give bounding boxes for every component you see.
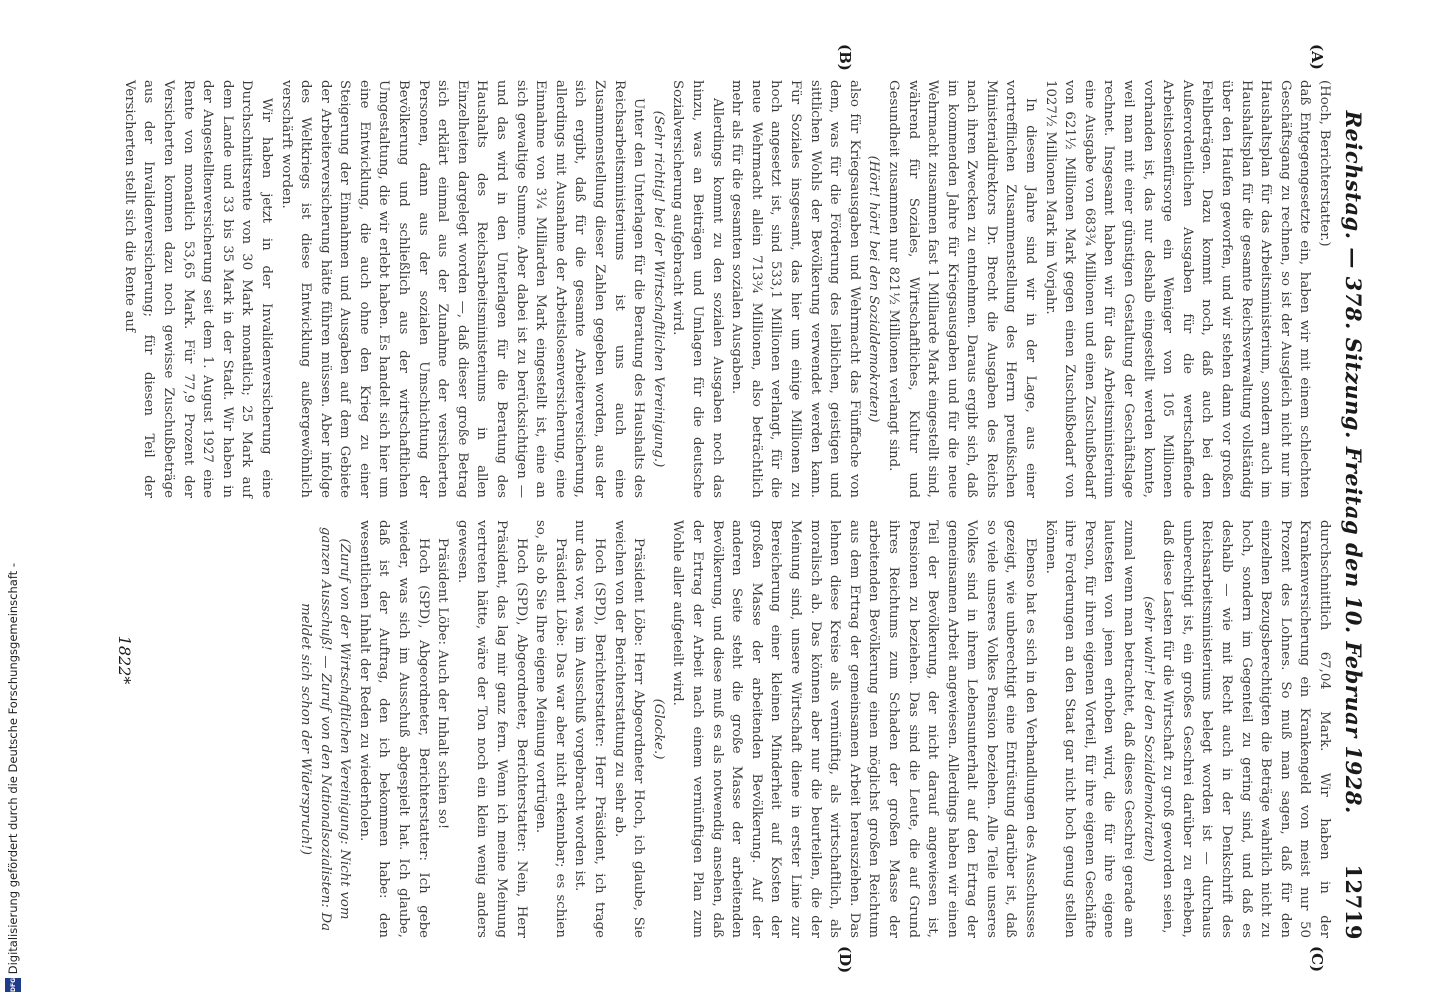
interjection: (sehr wahr! bei den Sozialdemokraten) <box>1140 596 1156 862</box>
page-number: 12719 <box>1341 864 1367 940</box>
dfg-logo-text: DFG <box>9 977 17 992</box>
page-title: Reichstag. — 378. Sitzung. Freitag den 10. Februar 1928. <box>1341 110 1367 814</box>
speech: Präsident Löbe: Das war aber nicht erkennbar; es schien so, als ob Sie Ihre eigene Meinung vortrügen. <box>533 520 568 938</box>
dfg-logo-icon <box>5 978 21 992</box>
paragraph: zumal wenn man betrachtet, daß dieses Geschrei gerade am lautesten von jenen erhoben wird, die für ihre eigene Person, für ihren eigenen Vorteil, für ihre eigenen Geschäfte ihre Forderungen an den Staat gar nicht hoch genug stellen können. <box>1042 520 1137 938</box>
interjection: (Glocke.) <box>650 698 666 760</box>
interjection: (Hört! hört! bei den Sozialdemokraten) <box>866 155 882 423</box>
paragraph: also für Kriegsausgaben und Wehrmacht das Fünffache von dem, was für die Förderung des leiblichen, geistigen und sittlichen Wohls der Bevölkerung verwendet werden kann. Für Soziales insgesamt, das hier um einige Millionen zu hoch angesetzt ist, sind 533,1 Millionen verlangt, für die neue Wehrmacht allein 713¾ Millionen, also beträchtlich mehr als für die gesamten sozialen Ausgaben. <box>729 80 862 498</box>
funding-notice: Digitalisierung gefördert durch die Deutsche Forschungsgemeinschaft - <box>6 562 20 974</box>
paragraph: Allerdings kommt zu den sozialen Ausgaben noch das hinzu, was an Beiträgen und Umlagen für die deutsche Sozialversicherung aufgebracht wird. <box>670 80 725 498</box>
speech: Präsident Löbe: Herr Abgeordneter Hoch, ich glaube, Sie weichen von der Berichterstattung zu sehr ab. <box>611 520 647 938</box>
paragraph: durchschnittlich 67,04 Mark. Wir haben in der Krankenversicherung ein Krankengeld von meist nur 50 Prozent des Lohnes. So muß man sagen, daß für den einzelnen Bezugsberechtigten die Beträge wahrlich nicht zu hoch, sondern im Gegenteil zu gering sind, und daß es deshalb — wie mit Recht auch in der Denkschrift des Reichsarbeitsministeriums belegt worden ist — durchaus unberechtigt ist, ein großes Geschrei darüber zu erheben, daß diese Lasten für die Wirtschaft zu groß geworden seien, <box>1160 520 1332 938</box>
paragraph: In diesem Jahre sind wir in der Lage, aus einer vortrefflichen Zusammenstellung des Herrn preußischen Ministerialdirektors Dr. Brecht die Ausgaben des Reichs nach ihren Zwecken zu entnehmen. Daraus ergibt sich, daß im kommenden Jahre für Kriegsausgaben und für die neue Wehrmacht zusammen fast 1 Milliarde Mark eingestellt sind, während für Soziales, Wirtschaftliches, Kultur und Gesundheit zusammen nur 821½ Millionen verlangt sind. <box>885 80 1039 498</box>
right-text-column <box>294 520 1334 938</box>
speaker-note: (Hoch, Berichterstatter.) <box>1317 80 1332 247</box>
margin-marker-c: (C) <box>1308 946 1326 973</box>
interjection: (Sehr richtig! bei der Wirtschaftlichen Vereinigung.) <box>650 110 666 468</box>
paragraph: daß Entgegengesetzte ein, haben wir mit einem schlechten Geschäftsgang zu rechnen, so ist der Ausgleich nicht nur im Haushaltsplan für das Arbeitsministerium, sondern auch im Haushaltsplan für die gesamte Reichsverwaltung vollständig über den Haufen geworfen, und wir stehen dann vor großen Fehlbeträgen. Dazu kommt noch, daß auch bei den Außerordentlichen Ausgaben für die wertschaffende Arbeitslosenfürsorge ein Weniger von 105 Millionen vorhanden ist, das nur deshalb eingestellt werden konnte, weil man mit einer günstigen Gestaltung der Geschäftslage rechnet. Insgesamt haben wir für das Arbeitsministerium eine Ausgabe von 683¾ Millionen und einen Zuschußbedarf von 621½ Millionen Mark gegen einen Zuschußbedarf von 1027½ Millionen Mark im Vorjahr. <box>1042 80 1313 498</box>
page-signature: 1822* <box>115 635 134 685</box>
interjection: (Zuruf von der Wirtschaftlichen Vereinigung: Nicht vom ganzen Ausschuß! — Zuruf von den Nationalsozialisten: Da meldet sich schon der Widerspruch!) <box>298 526 353 932</box>
margin-marker-b: (B) <box>836 44 854 71</box>
paragraph: Unter den Unterlagen für die Beratung des Haushalts des Reichsarbeitsministeriums ist uns auch eine Zusammenstellung dieser Zahlen gegeben worden, aus der sich ergibt, daß für die gesamte Arbeiterversicherung, allerdings mit Ausnahme der Arbeitslosenversicherung, eine Einnahme von 3¼ Milliarden Mark eingestellt ist, eine an sich gewaltige Summe. Aber dabei ist zu berücksichtigen — und das wird in den Unterlagen für die Beratung des Haushalts des Reichsarbeitsministeriums in allen Einzelheiten dargelegt worden —, daß dieser große Betrag sich erklärt einmal aus der Zunahme der versicherten Personen, dann aus der sozialen Umschichtung der Bevölkerung und schließlich aus der wirtschaftlichen Umgestaltung, die wir erlebt haben. Es handelt sich hier um eine Entwicklung, die auch ohne den Krieg zu einer Steigerung der Einnahmen und Ausgaben auf dem Gebiete der Arbeiterversicherung hätte führen müssen. Aber infolge des Weltkriegs ist diese Entwicklung außergewöhnlich verschärft worden. <box>278 80 647 498</box>
page-header <box>1334 60 1374 940</box>
speech: Hoch (SPD), Berichterstatter: Herr Präsident, ich trage nur das vor, was im Ausschuß vorgebracht worden ist. <box>572 520 608 938</box>
paragraph: Ebenso hat es sich in den Verhandlungen des Ausschusses gezeigt, wie unberechtigt eine Entrüstung darüber ist, daß so viele unseres Volkes Pension beziehen. Alle Teile unseres Volkes sind in ihrem Lebensunterhalt auf den Ertrag der gemeinsamen Arbeit angewiesen. Allerdings haben wir einen Teil der Bevölkerung, der nicht darauf angewiesen ist, Pensionen zu beziehen. Das sind die Leute, die auf Grund ihres Reichtums zum Schaden der großen Masse der arbeitenden Bevölkerung einen möglichst großen Reichtum aus dem Ertrag der gemeinsamen Arbeit herausziehen. Das lehnen diese Kreise als vernünftig, als wirtschaftlich, als moralisch ab. Das können aber nur die beurteilen, die der Meinung sind, unsere Wirtschaft diene in erster Linie zur Bereicherung einer kleinen Minderheit auf Kosten der großen Masse der arbeitenden Bevölkerung. Auf der anderen Seite steht die große Masse der arbeitenden Bevölkerung, und diese muß es als notwendig ansehen, daß der Ertrag der Arbeit nach einem vernünftigen Plan zum Wohle aller aufgeteilt wird. <box>670 520 1039 938</box>
speech: Präsident Löbe: Auch der Inhalt schien so! <box>435 538 451 830</box>
margin-marker-a: (A) <box>1308 44 1326 70</box>
dfg-funding-stamp <box>2 562 24 992</box>
paragraph: Wir haben jetzt in der Invalidenversicherung eine Durchschnittsrente von 30 Mark monatlich; 25 Mark auf dem Lande und 33 bis 35 Mark in der Stadt. Wir haben in der Angestelltenversicherung seit dem 1. August 1927 eine Rente von monatlich 53,65 Mark. Für 77,9 Prozent der Versicherten kommen dazu noch gewisse Zuschußbeträge aus der Invalidenversicherung; für diesen Teil der Versicherten stellt sich die Rente auf <box>121 80 274 498</box>
left-text-column <box>121 80 1334 498</box>
speech: Hoch (SPD), Abgeordneter, Berichterstatter: Nein, Herr Präsident, das lag mir ganz fern. Wenn ich meine Meinung vertreten hätte, wäre der Ton noch ein klein wenig anders gewesen. <box>454 520 529 938</box>
margin-marker-d: (D) <box>836 946 854 974</box>
speech: Hoch (SPD), Abgeordneter, Berichterstatter: Ich gebe wieder, was sich im Ausschuß abgespielt hat. Ich glaube, daß ist der Auftrag, den ich bekommen habe: den wesentlichen Inhalt der Reden zu wiederholen. <box>356 520 431 938</box>
